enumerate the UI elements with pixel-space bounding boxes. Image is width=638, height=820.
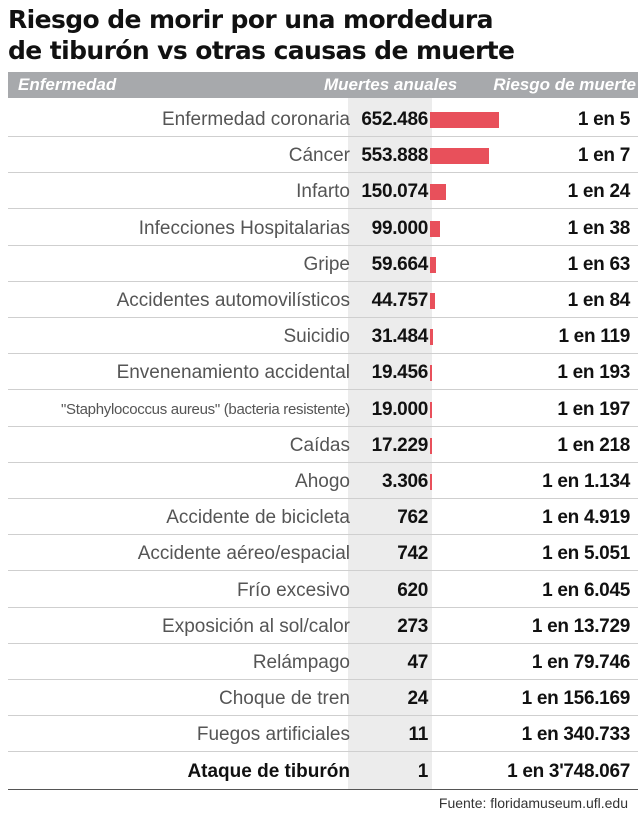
bar <box>430 438 432 454</box>
title-line-2: de tiburón vs otras causas de muerte <box>8 36 515 65</box>
value-label: 762 <box>397 507 428 529</box>
risk-label: 1 en 79.746 <box>531 652 630 673</box>
table-row <box>8 536 638 571</box>
table-row <box>8 319 638 354</box>
category-label: Frío excesivo <box>237 579 350 601</box>
table-row <box>8 283 638 318</box>
risk-label: 1 en 5.051 <box>542 543 630 565</box>
risk-label: 1 en 63 <box>567 253 630 275</box>
category-label: Accidente de bicicleta <box>166 507 350 529</box>
bar <box>430 474 432 490</box>
source-note: Fuente: floridamuseum.ufl.edu <box>438 795 628 811</box>
table-row <box>8 717 638 752</box>
title-line-1: Riesgo de morir por una mordedura <box>8 5 493 34</box>
category-label: Ataque de tiburón <box>187 760 350 782</box>
category-label: Accidente aéreo/espacial <box>137 543 350 565</box>
category-label: Envenenamiento accidental <box>116 362 350 384</box>
risk-label: 1 en 1.134 <box>542 471 630 492</box>
category-label: Accidentes automovilísticos <box>116 290 350 311</box>
bar <box>430 257 436 273</box>
risk-label: 1 en 218 <box>557 434 630 456</box>
category-label: Suicidio <box>283 326 350 348</box>
category-label: Relámpago <box>252 652 350 673</box>
table-row <box>8 138 638 173</box>
risk-label: 1 en 3'748.067 <box>507 760 630 782</box>
value-label: 11 <box>408 724 428 746</box>
category-label: Choque de tren <box>219 688 350 710</box>
table-header <box>8 72 638 98</box>
table-row <box>8 500 638 535</box>
header-enfermedad: Enfermedad <box>18 75 117 94</box>
header-muertes-anuales: Muertes anuales <box>324 75 458 94</box>
value-label: 44.757 <box>371 290 428 311</box>
category-label: Enfermedad coronaria <box>162 109 350 130</box>
category-label: Cáncer <box>288 145 350 167</box>
table-row <box>8 573 638 608</box>
risk-label: 1 en 5 <box>577 109 630 130</box>
value-label: 99.000 <box>371 217 428 239</box>
bar <box>430 402 432 418</box>
category-label: Fuegos artificiales <box>196 724 350 746</box>
category-label: Gripe <box>303 253 350 275</box>
table-row <box>8 102 638 137</box>
table-row <box>8 211 638 246</box>
bar <box>430 221 440 237</box>
value-label: 620 <box>397 579 428 601</box>
category-label: Infecciones Hospitalarias <box>138 217 350 239</box>
value-label: 17.229 <box>371 434 428 456</box>
value-label: 553.888 <box>361 145 428 167</box>
table-row <box>8 754 638 789</box>
risk-label: 1 en 156.169 <box>521 688 630 710</box>
value-label: 1 <box>417 760 428 782</box>
value-label: 31.484 <box>371 326 428 348</box>
category-label: Ahogo <box>295 471 350 492</box>
risk-label: 1 en 13.729 <box>531 615 630 637</box>
risk-label: 1 en 24 <box>567 181 630 203</box>
table-row <box>8 464 638 499</box>
risk-label: 1 en 119 <box>558 326 630 348</box>
value-label: 59.664 <box>371 253 428 275</box>
header-riesgo-de-muerte: Riesgo de muerte <box>493 75 636 94</box>
category-label: Infarto <box>296 181 350 203</box>
bar <box>430 148 489 164</box>
risk-label: 1 en 6.045 <box>542 579 630 601</box>
risk-label: 1 en 4.919 <box>542 507 630 529</box>
value-label: 19.000 <box>371 398 428 420</box>
category-label: Exposición al sol/calor <box>162 615 350 637</box>
value-label: 47 <box>407 652 428 673</box>
bar <box>430 293 435 309</box>
risk-label: 1 en 84 <box>567 290 630 311</box>
value-label: 19.456 <box>371 362 428 384</box>
category-label: "Staphylococcus aureus" (bacteria resistente) <box>61 400 350 418</box>
value-label: 150.074 <box>361 181 428 203</box>
table-row <box>8 609 638 644</box>
risk-label: 1 en 7 <box>577 145 630 167</box>
value-label: 3.306 <box>381 471 428 492</box>
bar <box>430 365 432 381</box>
table-row <box>8 174 638 209</box>
table-row <box>8 681 638 716</box>
risk-label: 1 en 38 <box>567 217 630 239</box>
category-label: Caídas <box>289 434 350 456</box>
bar <box>430 112 499 128</box>
value-label: 652.486 <box>361 109 428 130</box>
value-label: 24 <box>407 688 428 710</box>
risk-label: 1 en 340.733 <box>521 724 630 746</box>
bar <box>430 329 433 345</box>
table-row <box>8 247 638 282</box>
table-row <box>8 645 638 680</box>
chart-title <box>8 4 628 66</box>
table-row <box>8 428 638 463</box>
risk-label: 1 en 193 <box>557 362 630 384</box>
risk-label: 1 en 197 <box>557 398 630 420</box>
table-row <box>8 355 638 390</box>
value-label: 273 <box>397 615 428 637</box>
value-label: 742 <box>397 543 428 565</box>
bottom-rule <box>8 789 638 790</box>
table-row <box>8 392 638 427</box>
bar <box>430 184 446 200</box>
